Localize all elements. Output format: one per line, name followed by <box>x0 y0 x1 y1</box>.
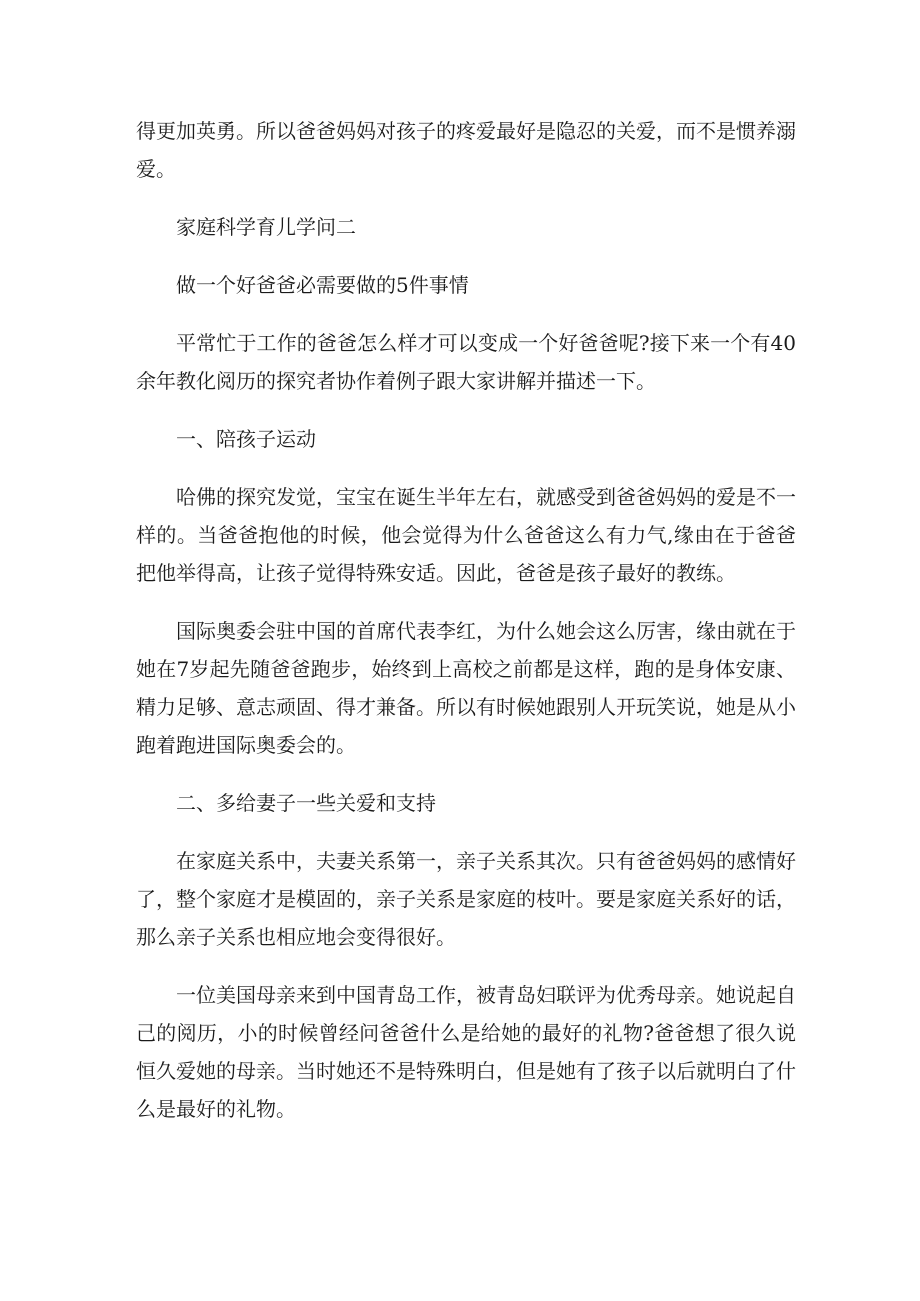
paragraph: 国际奥委会驻中国的首席代表李红，为什么她会这么厉害，缘由就在于她在7岁起先随爸爸跑步，始终到上高校之前都是这样，跑的是身体安康、精力足够、意志顽固、得才兼备。所以有时候她跟别人开玩笑说，她是从小跑着跑进国际奥委会的。 <box>136 619 796 757</box>
document-body <box>136 112 796 1148</box>
section-heading: 家庭科学育儿学问二 <box>176 215 356 239</box>
paragraph: 在家庭关系中，夫妻关系第一，亲子关系其次。只有爸爸妈妈的感情好了，整个家庭才是模固的，亲子关系是家庭的枝叶。要是家庭关系好的话，那么亲子关系也相应地会变得很好。 <box>136 849 796 949</box>
item-heading: 一、陪孩子运动 <box>176 427 316 451</box>
subsection-heading: 做一个好爸爸必需要做的5件事情 <box>176 273 469 297</box>
paragraph: 哈佛的探究发觉，宝宝在诞生半年左右，就感受到爸爸妈妈的爱是不一样的。当爸爸抱他的时候，他会觉得为什么爸爸这么有力气,缘由在于爸爸把他举得高，让孩子觉得特殊安适。因此，爸爸是孩子最好的教练。 <box>136 485 796 585</box>
paragraph: 一位美国母亲来到中国青岛工作，被青岛妇联评为优秀母亲。她说起自己的阅历，小的时候曾经问爸爸什么是给她的最好的礼物?爸爸想了很久说恒久爱她的母亲。当时她还不是特殊明白，但是她有了孩子以后就明白了什么是最好的礼物。 <box>136 983 796 1121</box>
item-heading: 二、多给妻子一些关爱和支持 <box>176 791 436 815</box>
paragraph: 得更加英勇。所以爸爸妈妈对孩子的疼爱最好是隐忍的关爱，而不是惯养溺爱。 <box>136 119 796 181</box>
paragraph: 平常忙于工作的爸爸怎么样才可以变成一个好爸爸呢?接下来一个有40余年教化阅历的探究者协作着例子跟大家讲解并描述一下。 <box>136 331 796 393</box>
